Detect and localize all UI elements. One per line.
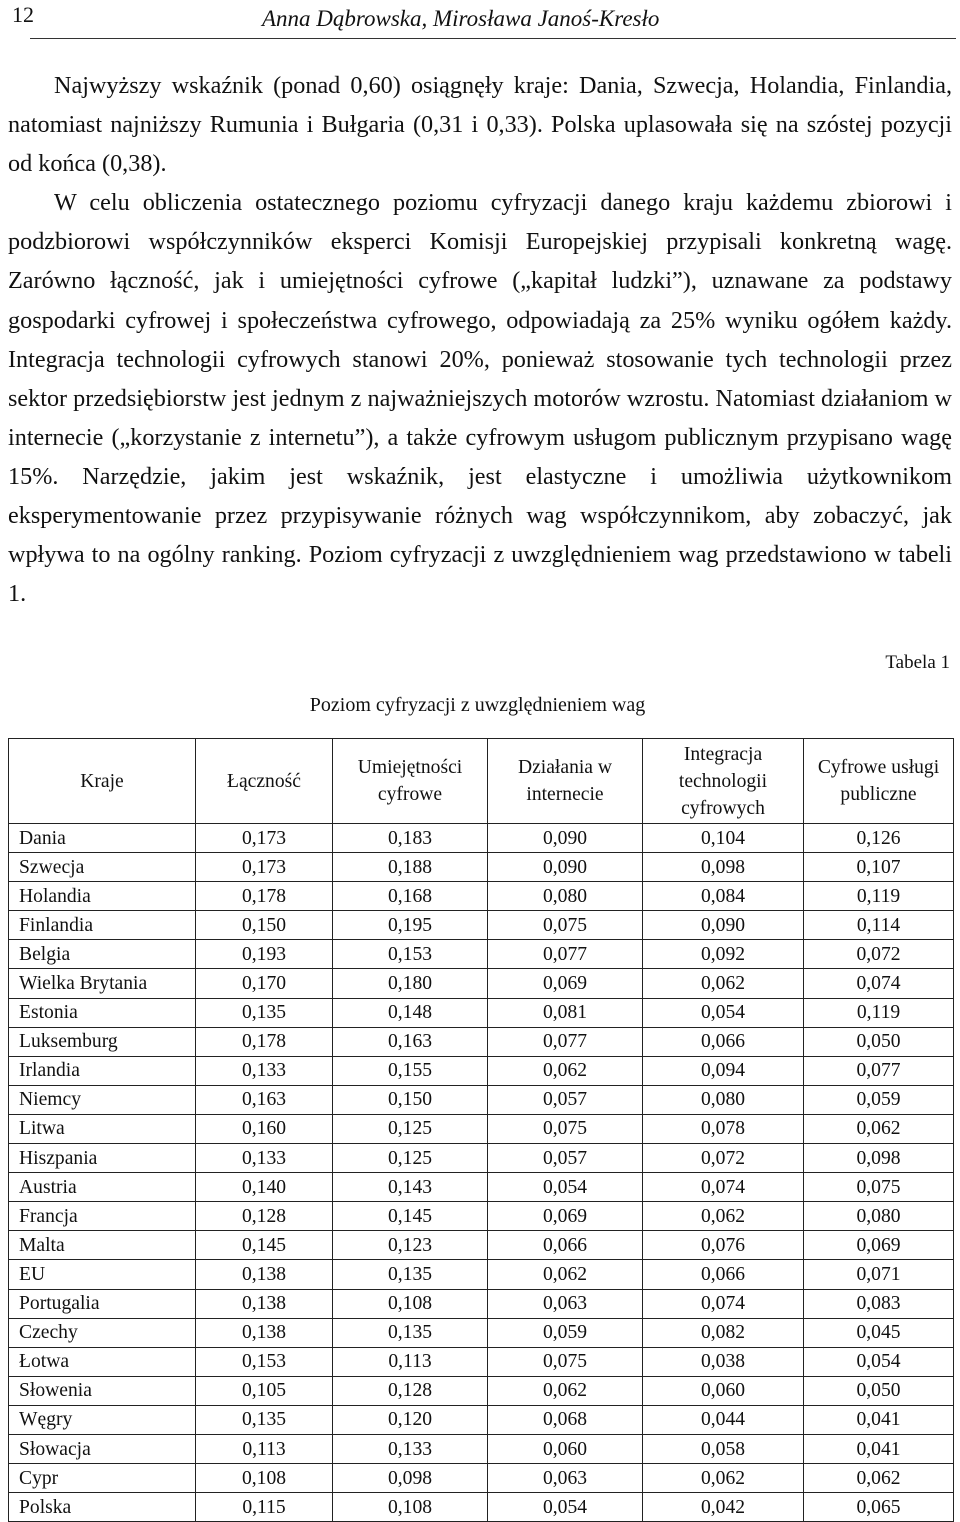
value-cell: 0,135	[196, 1405, 333, 1434]
country-cell: EU	[9, 1260, 196, 1289]
value-cell: 0,138	[196, 1260, 333, 1289]
value-cell: 0,075	[488, 1347, 643, 1376]
country-cell: Litwa	[9, 1114, 196, 1143]
value-cell: 0,105	[196, 1376, 333, 1405]
value-cell: 0,080	[643, 1085, 804, 1114]
table-row	[9, 1027, 954, 1056]
page-number: 12	[12, 2, 34, 27]
value-cell: 0,059	[804, 1085, 954, 1114]
value-cell: 0,062	[488, 1260, 643, 1289]
value-cell: 0,098	[643, 853, 804, 882]
value-cell: 0,128	[333, 1376, 488, 1405]
value-cell: 0,173	[196, 853, 333, 882]
value-cell: 0,066	[643, 1260, 804, 1289]
table-row	[9, 853, 954, 882]
value-cell: 0,077	[488, 940, 643, 969]
value-cell: 0,113	[333, 1347, 488, 1376]
value-cell: 0,082	[643, 1318, 804, 1347]
value-cell: 0,060	[488, 1434, 643, 1463]
value-cell: 0,042	[643, 1493, 804, 1522]
value-cell: 0,180	[333, 969, 488, 998]
table-row	[9, 882, 954, 911]
value-cell: 0,108	[196, 1464, 333, 1493]
value-cell: 0,178	[196, 1027, 333, 1056]
value-cell: 0,080	[488, 882, 643, 911]
value-cell: 0,058	[643, 1434, 804, 1463]
table-row	[9, 911, 954, 940]
value-cell: 0,041	[804, 1434, 954, 1463]
value-cell: 0,074	[804, 969, 954, 998]
value-cell: 0,071	[804, 1260, 954, 1289]
value-cell: 0,069	[804, 1231, 954, 1260]
value-cell: 0,069	[488, 969, 643, 998]
country-cell: Francja	[9, 1202, 196, 1231]
value-cell: 0,045	[804, 1318, 954, 1347]
value-cell: 0,108	[333, 1289, 488, 1318]
value-cell: 0,138	[196, 1318, 333, 1347]
value-cell: 0,072	[643, 1144, 804, 1173]
value-cell: 0,125	[333, 1114, 488, 1143]
value-cell: 0,076	[643, 1231, 804, 1260]
value-cell: 0,153	[333, 940, 488, 969]
value-cell: 0,145	[333, 1202, 488, 1231]
value-cell: 0,075	[804, 1173, 954, 1202]
value-cell: 0,077	[804, 1056, 954, 1085]
country-cell: Niemcy	[9, 1085, 196, 1114]
column-header: Działania w internecie	[488, 739, 643, 824]
table-title: Poziom cyfryzacji z uwzględnieniem wag	[309, 694, 646, 716]
value-cell: 0,120	[333, 1405, 488, 1434]
value-cell: 0,188	[333, 853, 488, 882]
value-cell: 0,135	[196, 998, 333, 1027]
value-cell: 0,138	[196, 1289, 333, 1318]
value-cell: 0,098	[804, 1144, 954, 1173]
table-row	[9, 1289, 954, 1318]
table-row	[9, 1405, 954, 1434]
value-cell: 0,170	[196, 969, 333, 998]
value-cell: 0,128	[196, 1202, 333, 1231]
value-cell: 0,074	[643, 1289, 804, 1318]
value-cell: 0,168	[333, 882, 488, 911]
value-cell: 0,062	[804, 1114, 954, 1143]
country-cell: Węgry	[9, 1405, 196, 1434]
value-cell: 0,054	[804, 1347, 954, 1376]
value-cell: 0,178	[196, 882, 333, 911]
country-cell: Wielka Brytania	[9, 969, 196, 998]
running-head-authors: Anna Dąbrowska, Mirosława Janoś-Kresło	[262, 6, 660, 31]
country-cell: Finlandia	[9, 911, 196, 940]
value-cell: 0,077	[488, 1027, 643, 1056]
value-cell: 0,069	[488, 1202, 643, 1231]
value-cell: 0,115	[196, 1493, 333, 1522]
value-cell: 0,113	[196, 1434, 333, 1463]
value-cell: 0,038	[643, 1347, 804, 1376]
value-cell: 0,062	[643, 1202, 804, 1231]
value-cell: 0,050	[804, 1027, 954, 1056]
table-body	[9, 824, 954, 1522]
value-cell: 0,140	[196, 1173, 333, 1202]
value-cell: 0,143	[333, 1173, 488, 1202]
value-cell: 0,195	[333, 911, 488, 940]
table-row	[9, 998, 954, 1027]
table-row	[9, 1464, 954, 1493]
column-header: Cyfrowe usługi publiczne	[804, 739, 954, 824]
value-cell: 0,155	[333, 1056, 488, 1085]
country-cell: Portugalia	[9, 1289, 196, 1318]
value-cell: 0,108	[333, 1493, 488, 1522]
country-cell: Szwecja	[9, 853, 196, 882]
value-cell: 0,150	[196, 911, 333, 940]
value-cell: 0,090	[488, 853, 643, 882]
value-cell: 0,119	[804, 882, 954, 911]
table-row	[9, 1173, 954, 1202]
country-cell: Łotwa	[9, 1347, 196, 1376]
value-cell: 0,075	[488, 1114, 643, 1143]
digitization-table	[8, 738, 954, 1522]
table-row	[9, 1434, 954, 1463]
country-cell: Austria	[9, 1173, 196, 1202]
value-cell: 0,060	[643, 1376, 804, 1405]
value-cell: 0,062	[643, 969, 804, 998]
value-cell: 0,044	[643, 1405, 804, 1434]
value-cell: 0,133	[333, 1434, 488, 1463]
page-header	[0, 0, 960, 44]
table-row	[9, 1493, 954, 1522]
value-cell: 0,081	[488, 998, 643, 1027]
value-cell: 0,050	[804, 1376, 954, 1405]
country-cell: Słowenia	[9, 1376, 196, 1405]
table-row	[9, 1144, 954, 1173]
country-cell: Polska	[9, 1493, 196, 1522]
value-cell: 0,135	[333, 1260, 488, 1289]
table-row	[9, 1202, 954, 1231]
value-cell: 0,054	[488, 1173, 643, 1202]
table-row	[9, 969, 954, 998]
column-header: Integracja technologii cyfrowych	[643, 739, 804, 824]
table-row	[9, 1085, 954, 1114]
value-cell: 0,072	[804, 940, 954, 969]
value-cell: 0,066	[488, 1231, 643, 1260]
value-cell: 0,062	[488, 1056, 643, 1085]
value-cell: 0,054	[488, 1493, 643, 1522]
value-cell: 0,145	[196, 1231, 333, 1260]
table-row	[9, 1231, 954, 1260]
table-row	[9, 1260, 954, 1289]
value-cell: 0,104	[643, 824, 804, 853]
value-cell: 0,075	[488, 911, 643, 940]
column-header: Łączność	[196, 739, 333, 824]
value-cell: 0,090	[488, 824, 643, 853]
table-row	[9, 1318, 954, 1347]
table-row	[9, 824, 954, 853]
country-cell: Belgia	[9, 940, 196, 969]
table-row	[9, 940, 954, 969]
value-cell: 0,041	[804, 1405, 954, 1434]
value-cell: 0,153	[196, 1347, 333, 1376]
value-cell: 0,173	[196, 824, 333, 853]
value-cell: 0,074	[643, 1173, 804, 1202]
value-cell: 0,054	[643, 998, 804, 1027]
table-row	[9, 1114, 954, 1143]
value-cell: 0,119	[804, 998, 954, 1027]
value-cell: 0,062	[643, 1464, 804, 1493]
value-cell: 0,183	[333, 824, 488, 853]
country-cell: Estonia	[9, 998, 196, 1027]
country-cell: Cypr	[9, 1464, 196, 1493]
value-cell: 0,078	[643, 1114, 804, 1143]
value-cell: 0,133	[196, 1144, 333, 1173]
value-cell: 0,135	[333, 1318, 488, 1347]
body-text	[8, 66, 952, 613]
table-row	[9, 1376, 954, 1405]
value-cell: 0,063	[488, 1464, 643, 1493]
country-cell: Irlandia	[9, 1056, 196, 1085]
country-cell: Malta	[9, 1231, 196, 1260]
value-cell: 0,059	[488, 1318, 643, 1347]
country-cell: Słowacja	[9, 1434, 196, 1463]
table-header-row	[9, 739, 954, 824]
value-cell: 0,068	[488, 1405, 643, 1434]
country-cell: Dania	[9, 824, 196, 853]
value-cell: 0,123	[333, 1231, 488, 1260]
country-cell: Czechy	[9, 1318, 196, 1347]
value-cell: 0,114	[804, 911, 954, 940]
table-label: Tabela 1	[885, 652, 950, 673]
value-cell: 0,057	[488, 1085, 643, 1114]
value-cell: 0,126	[804, 824, 954, 853]
column-header: Umiejętności cyfrowe	[333, 739, 488, 824]
paragraph: Najwyższy wskaźnik (ponad 0,60) osiągnęły kraje: Dania, Szwecja, Holandia, Finlandia, natomiast najniższy Rumunia i Bułgaria (0,31 i 0,33). Polska uplasowała się na szóstej pozycji od końca (0,38).	[8, 72, 952, 178]
value-cell: 0,107	[804, 853, 954, 882]
value-cell: 0,094	[643, 1056, 804, 1085]
value-cell: 0,090	[643, 911, 804, 940]
value-cell: 0,098	[333, 1464, 488, 1493]
value-cell: 0,066	[643, 1027, 804, 1056]
value-cell: 0,148	[333, 998, 488, 1027]
value-cell: 0,063	[488, 1289, 643, 1318]
value-cell: 0,083	[804, 1289, 954, 1318]
value-cell: 0,092	[643, 940, 804, 969]
value-cell: 0,080	[804, 1202, 954, 1231]
value-cell: 0,163	[333, 1027, 488, 1056]
table-row	[9, 1347, 954, 1376]
value-cell: 0,062	[488, 1376, 643, 1405]
value-cell: 0,062	[804, 1464, 954, 1493]
value-cell: 0,084	[643, 882, 804, 911]
value-cell: 0,125	[333, 1144, 488, 1173]
value-cell: 0,160	[196, 1114, 333, 1143]
header-rule	[30, 38, 956, 39]
country-cell: Holandia	[9, 882, 196, 911]
country-cell: Luksemburg	[9, 1027, 196, 1056]
column-header: Kraje	[9, 739, 196, 824]
country-cell: Hiszpania	[9, 1144, 196, 1173]
table-row	[9, 1056, 954, 1085]
value-cell: 0,193	[196, 940, 333, 969]
value-cell: 0,163	[196, 1085, 333, 1114]
value-cell: 0,133	[196, 1056, 333, 1085]
value-cell: 0,065	[804, 1493, 954, 1522]
paragraph: W celu obliczenia ostatecznego poziomu cyfryzacji danego kraju każdemu zbiorowi i podzbiorowi współczynników eksperci Komisji Europejskiej przypisali konkretną wagę. Zarówno łączność, jak i umiejętności cyfrowe („kapitał ludzki”), uznawane za podstawy gospodarki cyfrowej i społeczeństwa cyfrowego, odpowiadają za 25% wyniku ogółem każdy. Integracja technologii cyfrowych stanowi 20%, ponieważ stosowanie tych technologii przez sektor przedsiębiorstw jest jednym z najważniejszych motorów wzrostu. Natomiast działaniom w internecie („korzystanie z internetu”), a także cyfrowym usługom publicznym przypisano wagę 15%. Narzędzie, jakim jest wskaźnik, jest elastyczne i umożliwia użytkownikom eksperymentowanie przez przypisywanie różnych wag współczynnikom, aby zobaczyć, jak wpływa to na ogólny ranking. Poziom cyfryzacji z uwzględnieniem wag przedstawiono w tabeli 1.	[8, 189, 952, 608]
value-cell: 0,150	[333, 1085, 488, 1114]
value-cell: 0,057	[488, 1144, 643, 1173]
